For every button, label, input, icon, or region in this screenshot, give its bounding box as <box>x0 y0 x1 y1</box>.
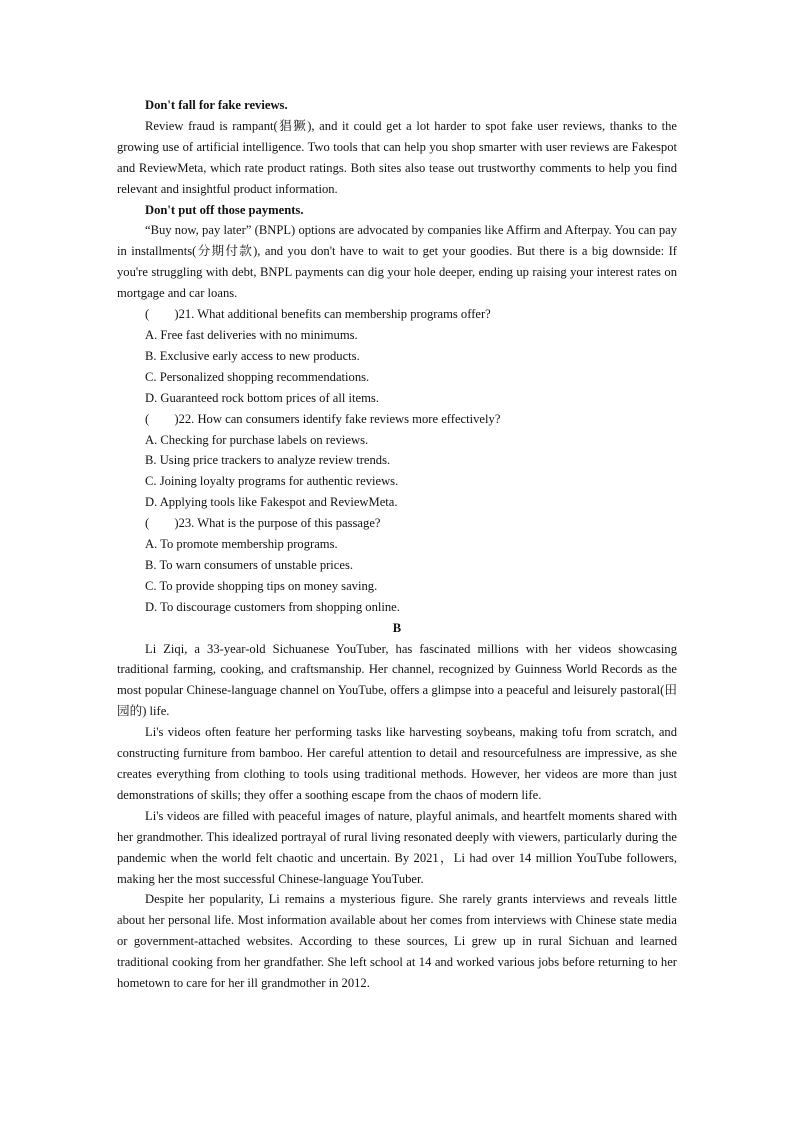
question-22-prompt: ( )22. How can consumers identify fake reviews more effectively? <box>145 411 501 426</box>
heading-fake-reviews: Don't fall for fake reviews. <box>145 98 288 112</box>
question-23-option-c: C. To provide shopping tips on money saving. <box>145 578 378 593</box>
paragraph-li-ziqi-intro: Li Ziqi, a 33-year-old Sichuanese YouTuber, has fascinated millions with her videos showcasing traditional farming, cooking, and craftsmanship. Her channel, recognized by Guinness World Records as the most popular Chinese-language channel on YouTube, offers a glimpse into a peaceful and leisurely pastoral(田园的) life. <box>117 641 677 719</box>
question-23-option-b: B. To warn consumers of unstable prices. <box>145 557 354 572</box>
paragraph-fake-reviews: Review fraud is rampant(猖獗), and it could get a lot harder to spot fake user reviews, thanks to the growing use of artificial intelligence. Two tools that can help you shop smarter with user reviews are Fakespot and ReviewMeta, which rate product ratings. Both sites also tease out trustworthy comments to help you find relevant and insightful product information. <box>117 118 677 196</box>
question-21-option-d: D. Guaranteed rock bottom prices of all items. <box>145 390 379 405</box>
question-21-prompt: ( )21. What additional benefits can membership programs offer? <box>145 307 491 322</box>
question-22-option-c: C. Joining loyalty programs for authentic reviews. <box>145 474 399 489</box>
question-21-option-a: A. Free fast deliveries with no minimums. <box>145 327 358 342</box>
question-23-option-d: D. To discourage customers from shopping online. <box>145 599 400 614</box>
paragraph-bnpl: “Buy now, pay later” (BNPL) options are advocated by companies like Affirm and Afterpay. You can pay in installments(分期付款), and you don't have to wait to get your goodies. But there is a big downside: If you're struggling with debt, BNPL payments can dig your hole deeper, ending up raising your interest rates on mortgage and car loans. <box>117 223 677 301</box>
question-22 <box>117 409 677 514</box>
question-23-prompt: ( )23. What is the purpose of this passage? <box>145 516 381 531</box>
paragraph-li-ziqi-mystery: Despite her popularity, Li remains a mysterious figure. She rarely grants interviews and reveals little about her personal life. Most information available about her comes from interviews with Chinese state media or government-attached websites. According to these sources, Li grew up in rural Sichuan and learned traditional cooking from her grandfather. She left school at 14 and worked various jobs before returning to her hometown to care for her ill grandmother in 2012. <box>117 892 677 991</box>
question-22-option-a: A. Checking for purchase labels on reviews. <box>145 432 369 447</box>
question-23 <box>117 513 677 618</box>
question-22-option-b: B. Using price trackers to analyze review trends. <box>145 453 391 468</box>
section-b-letter: B <box>392 620 402 635</box>
question-21 <box>117 304 677 409</box>
question-22-option-d: D. Applying tools like Fakespot and ReviewMeta. <box>145 495 398 510</box>
paragraph-li-ziqi-videos: Li's videos often feature her performing tasks like harvesting soybeans, making tofu from scratch, and constructing furniture from bamboo. Her careful attention to detail and resourcefulness are impressive, as she creates everything from clothing to tools using traditional methods. However, her videos are more than just demonstrations of skills; they offer a soothing escape from the chaos of modern life. <box>117 725 677 802</box>
paragraph-li-ziqi-images: Li's videos are filled with peaceful images of nature, playful animals, and heartfelt moments shared with her grandmother. This idealized portrayal of rural living resonated deeply with viewers, particularly during the pandemic when the world felt chaotic and uncertain. By 2021，Li had over 14 million YouTube followers, making her the most successful Chinese-language YouTuber. <box>117 808 677 886</box>
question-21-option-b: B. Exclusive early access to new products. <box>145 348 360 363</box>
question-23-option-a: A. To promote membership programs. <box>145 537 338 552</box>
document-page <box>117 95 677 994</box>
question-21-option-c: C. Personalized shopping recommendations. <box>145 369 370 384</box>
heading-payments: Don't put off those payments. <box>145 202 304 217</box>
